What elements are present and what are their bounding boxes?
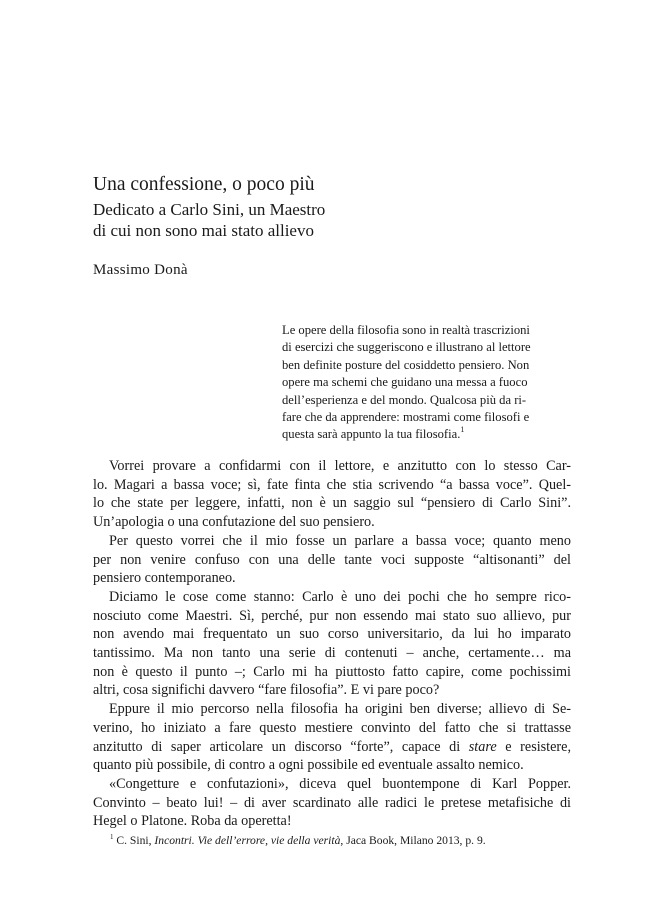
author-name: Massimo Donà [93, 262, 188, 278]
footnote-book-title: Incontri. Vie dell’errore, vie della verità [154, 834, 341, 847]
body-line: Eppure il mio percorso nella filosofia ha origini ben diverse; allievo di Se- [109, 701, 571, 718]
epigraph-line: dell’esperienza e del mondo. Qualcosa più da ri- [282, 392, 527, 407]
chapter-title: Una confessione, o poco più [93, 174, 315, 195]
body-line: per non venire confuso con una delle tante voci supposte “altisonanti” del [93, 551, 571, 568]
chapter-subtitle [93, 199, 325, 241]
body-line: Convinto – beato lui! – di aver scardinato alle radici le pretese metafisiche di [93, 794, 571, 811]
body-line-with-italic [93, 738, 571, 757]
body-line: non è questo il punto –; Carlo mi ha piuttosto fatto capire, come pochissimi [93, 663, 571, 680]
epigraph-line: opere ma schemi che guidano una messa a fuoco [282, 375, 528, 390]
subtitle-line: Dedicato a Carlo Sini, un Maestro [93, 200, 326, 219]
body-line: Diciamo le cose come stanno: Carlo è uno dei pochi che ho sempre rico- [109, 588, 571, 605]
epigraph-line: Le opere della filosofia sono in realtà trascrizioni [282, 323, 530, 337]
body-line: verino, ho iniziato a fare questo mestiere convinto del fatto che si trattasse [93, 719, 571, 736]
body-line: lo che state per leggere, infatti, non è un saggio sul “pensiero di Carlo Sini”. [93, 495, 571, 512]
body-line: tantissimo. Ma non tanto una serie di contenuti – anche, certamente… ma [93, 645, 571, 662]
body-line: Hegel o Platone. Roba da operetta! [93, 813, 292, 830]
body-line: lo. Magari a bassa voce; sì, fate finta che stia scrivendo “a bassa voce”. Quel- [93, 476, 571, 493]
footnote-author: C. Sini, [113, 834, 155, 847]
body-line: altri, cosa significhi davvero “fare filosofia”. E vi pare poco? [93, 682, 440, 699]
body-text [93, 457, 571, 831]
body-line: Per questo vorrei che il mio fosse un parlare a bassa voce; quanto meno [109, 532, 571, 549]
epigraph-line-last [282, 426, 572, 443]
footnote-number: 1 [110, 833, 114, 841]
epigraph-line: di esercizi che suggeriscono e illustrano al lettore [282, 340, 531, 355]
subtitle-line: di cui non sono mai stato allievo [93, 221, 314, 240]
epigraph-line: fare che da apprendere: mostrami come filosofi e [282, 410, 530, 425]
epigraph [282, 322, 572, 444]
body-line: pensiero contemporaneo. [93, 570, 236, 587]
footnote-publication: , Jaca Book, Milano 2013, p. 9. [340, 834, 486, 847]
body-line: «Congetture e confutazioni», diceva quel buontempone di Karl Popper. [109, 775, 571, 792]
italic-word: stare [468, 738, 497, 755]
body-line: Vorrei provare a confidarmi con il lettore, e anzitutto con lo stesso Car- [109, 458, 571, 474]
body-line: non avendo mai frequentato un suo corso universitario, da lui ho imparato [93, 626, 571, 643]
body-text-segment: anzitutto di saper articolare un discorso “forte”, capace di [93, 738, 469, 755]
body-line: nosciuto come Maestri. Sì, perché, pur non essendo mai stato suo allievo, pur [93, 607, 571, 624]
body-line: Un’apologia o una confutazione del suo pensiero. [93, 514, 375, 531]
epigraph-line: ben definite posture del cosiddetto pensiero. Non [282, 357, 530, 372]
footnote [110, 833, 486, 848]
body-line: quanto più possibile, di contro a ogni possibile ed eventuale assalto nemico. [93, 757, 524, 774]
body-text-segment: e resistere, [496, 738, 571, 755]
footnote-reference[interactable]: 1 [460, 425, 465, 435]
epigraph-text: questa sarà appunto la tua filosofia. [282, 427, 461, 442]
